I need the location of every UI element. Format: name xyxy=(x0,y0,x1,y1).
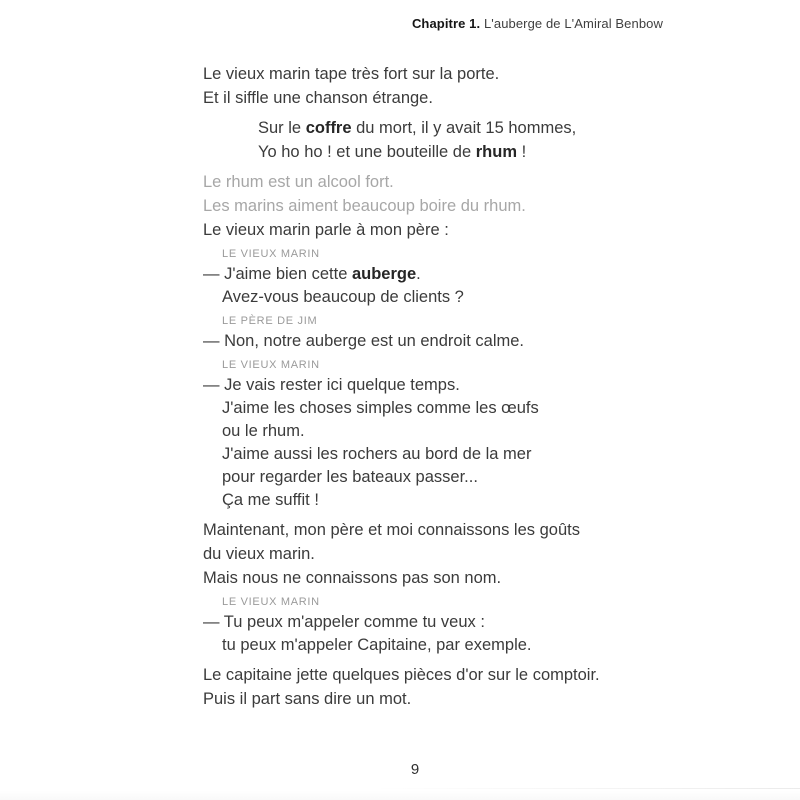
verse-bold-word: rhum xyxy=(475,143,517,161)
verse-line xyxy=(258,116,633,140)
verse-text: Yo ho ho ! et une bouteille de xyxy=(258,143,476,161)
speaker-label: LE VIEUX MARIN xyxy=(222,248,320,260)
text-line: Le rhum est un alcool fort. xyxy=(203,173,394,191)
dialogue-line: ou le rhum. xyxy=(222,422,305,440)
page-number: 9 xyxy=(410,761,420,778)
text-line: Le vieux marin tape très fort sur la porte. xyxy=(203,65,500,83)
dialogue-line: pour regarder les bateaux passer... xyxy=(222,468,478,486)
text-line: Maintenant, mon père et moi connaissons les goûts xyxy=(203,521,580,539)
speaker-label: LE PÈRE DE JIM xyxy=(222,315,318,327)
dialogue-line: — Non, notre auberge est un endroit calme. xyxy=(203,332,525,350)
dialogue-line: J'aime aussi les rochers au bord de la mer xyxy=(222,445,532,463)
dialogue-line: — Je vais rester ici quelque temps. xyxy=(203,376,460,394)
paragraph-gray-note xyxy=(203,170,633,218)
speaker-label: LE VIEUX MARIN xyxy=(222,596,320,608)
text-column xyxy=(203,62,633,711)
dialogue-text: . xyxy=(416,265,421,283)
dialogue-block xyxy=(203,374,633,512)
dialogue-line: — Tu peux m'appeler comme tu veux : xyxy=(203,613,485,631)
dialogue-line: tu peux m'appeler Capitaine, par exemple. xyxy=(222,636,532,654)
text-line: Le capitaine jette quelques pièces d'or sur le comptoir. xyxy=(203,666,600,684)
dialogue-block xyxy=(203,611,633,657)
dialogue-line: Ça me suffit ! xyxy=(222,491,319,509)
paragraph-closing xyxy=(203,663,633,711)
dialogue-line: Avez-vous beaucoup de clients ? xyxy=(222,288,464,306)
dialogue-line xyxy=(203,263,633,286)
chapter-title: L'auberge de L'Amiral Benbow xyxy=(480,16,663,31)
dialogue-bold-word: auberge xyxy=(351,265,417,283)
speaker-label: LE VIEUX MARIN xyxy=(222,359,320,371)
chapter-header xyxy=(412,16,663,31)
verse-text: ! xyxy=(517,143,527,161)
song-verse xyxy=(203,116,633,164)
text-line: Le vieux marin parle à mon père : xyxy=(203,221,449,239)
verse-bold-word: coffre xyxy=(305,119,352,137)
verse-line xyxy=(258,140,633,164)
dialogue-line: J'aime les choses simples comme les œufs xyxy=(222,399,539,417)
dialogue-block xyxy=(203,263,633,309)
page-bottom-tint xyxy=(0,790,800,800)
dialogue-text: — J'aime bien cette xyxy=(203,265,352,283)
verse-text: du mort, il y avait 15 hommes, xyxy=(351,119,577,137)
text-line: Les marins aiment beaucoup boire du rhum. xyxy=(203,197,526,215)
text-line: du vieux marin. xyxy=(203,545,315,563)
verse-text: Sur le xyxy=(258,119,306,137)
text-line: Et il siffle une chanson étrange. xyxy=(203,89,433,107)
text-line: Mais nous ne connaissons pas son nom. xyxy=(203,569,502,587)
dialogue-block xyxy=(203,330,633,353)
text-line: Puis il part sans dire un mot. xyxy=(203,690,412,708)
paragraph-intro-dialogue xyxy=(203,218,633,242)
page-edge-shadow xyxy=(370,788,800,789)
paragraph-opening xyxy=(203,62,633,110)
chapter-number-label: Chapitre 1. xyxy=(411,16,481,31)
paragraph-narration xyxy=(203,518,633,590)
